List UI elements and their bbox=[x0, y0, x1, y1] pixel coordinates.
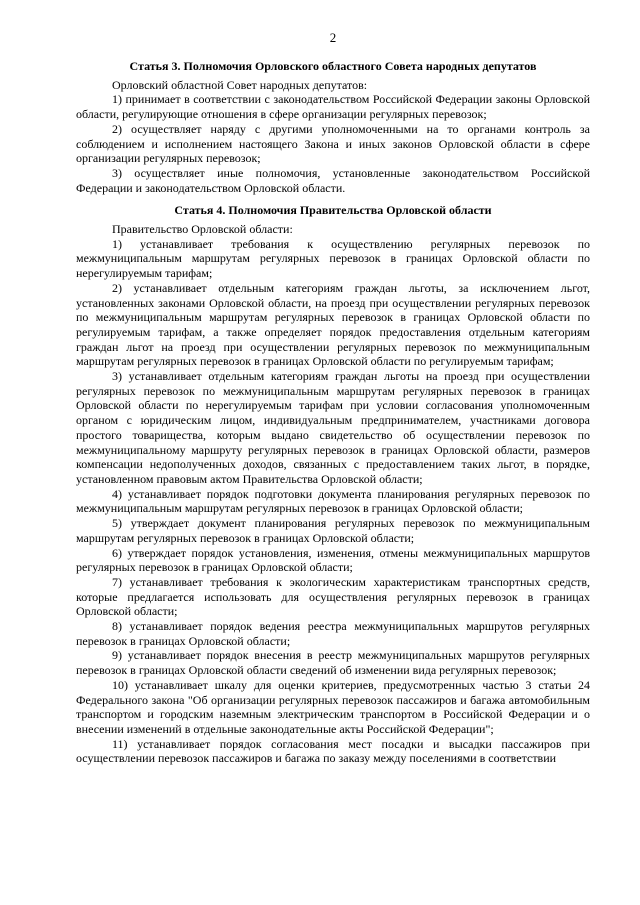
article-4-item-1: 1) устанавливает требования к осуществлению регулярных перевозок по межмуниципальным маршрутам регулярных перевозок в границах Орловской области по нерегулируемым тарифам; bbox=[76, 236, 590, 281]
document-page bbox=[76, 30, 590, 766]
article-4-item-6: 6) утверждает порядок установления, изменения, отмены межмуниципальных маршрутов регулярных перевозок в границах Орловской области; bbox=[76, 545, 590, 575]
article-3-item-3: 3) осуществляет иные полномочия, установленные законодательством Российской Федерации и законодательством Орловской области. bbox=[76, 165, 590, 195]
article-4-intro: Правительство Орловской области: bbox=[112, 222, 293, 237]
article-4-item-4: 4) устанавливает порядок подготовки документа планирования регулярных перевозок по межмуниципальным маршрутам регулярных перевозок в границах Орловской области; bbox=[76, 486, 590, 516]
article-3-heading: Статья 3. Полномочия Орловского областного Совета народных депутатов bbox=[129, 59, 537, 73]
article-4-item-5: 5) утверждает документ планирования регулярных перевозок по межмуниципальным маршрутам регулярных перевозок в границах Орловской области; bbox=[76, 516, 590, 545]
page-number: 2 bbox=[329, 30, 337, 45]
article-4-section bbox=[76, 203, 590, 766]
article-3-item-2: 2) осуществляет наряду с другими уполномоченными на то органами контроль за соблюдением и исполнением настоящего Закона и иных законов Орловской области в сфере организации регулярных перевозок; bbox=[76, 121, 590, 166]
article-4-item-2: 2) устанавливает отдельным категориям граждан льготы, за исключением льгот, установленных законами Орловской области, на проезд при осуществлении регулярных перевозок по межмуниципальным маршрутам регулярных перевозок в границах Орловской области по регулируемым тарифам, а также определяет порядок предоставления отдельным категориям граждан льгот на проезд при осуществлении регулярных перевозок по межмуниципальным маршрутам регулярных перевозок в границах Орловской области по регулируемым тарифам; bbox=[76, 280, 590, 369]
article-4-item-8: 8) устанавливает порядок ведения реестра межмуниципальных маршрутов регулярных перевозок в границах Орловской области; bbox=[76, 619, 590, 648]
article-4-item-3: 3) устанавливает отдельным категориям граждан льготы на проезд при осуществлении регулярных перевозок по межмуниципальным маршрутам регулярных перевозок в границах Орловской области по нерегулируемым тарифам при условии согласования уполномоченным органом с юридическим лицом, индивидуальным предпринимателем, участниками договора простого товарищества, которым выдано свидетельство об осуществлении перевозок по межмуниципальному маршруту регулярных перевозок в границах Орловской области, размеров компенсации недополученных доходов, связанных с предоставлением таких льгот, в порядке, установленном правовым актом Правительства Орловской области; bbox=[76, 369, 590, 486]
article-4-item-7: 7) устанавливает требования к экологическим характеристикам транспортных средств, которые предлагается использовать для осуществления регулярных перевозок в границах Орловской области; bbox=[76, 574, 590, 619]
article-3-item-1: 1) принимает в соответствии с законодательством Российской Федерации законы Орловской области, регулирующие отношения в сфере организации регулярных перевозок; bbox=[76, 92, 590, 122]
article-3-section bbox=[76, 59, 590, 195]
article-4-item-10: 10) устанавливает шкалу для оценки критериев, предусмотренных частью 3 статьи 24 Федерального закона "Об организации регулярных перевозок пассажиров и багажа автомобильным транспортом и городским наземным электрическим транспортом в Российской Федерации и о внесении изменений в отдельные законодательные акты Российской Федерации"; bbox=[76, 677, 590, 736]
article-4-item-9: 9) устанавливает порядок внесения в реестр межмуниципальных маршрутов регулярных перевозок в границах Орловской области сведений об изменении вида регулярных перевозок; bbox=[76, 648, 590, 678]
article-4-item-11: 11) устанавливает порядок согласования мест посадки и высадки пассажиров при осуществлении перевозок пассажиров и багажа по заказу между поселениями в соответствии bbox=[76, 736, 590, 766]
article-3-intro: Орловский областной Совет народных депутатов: bbox=[112, 77, 368, 92]
article-4-heading: Статья 4. Полномочия Правительства Орловской области bbox=[174, 203, 492, 218]
